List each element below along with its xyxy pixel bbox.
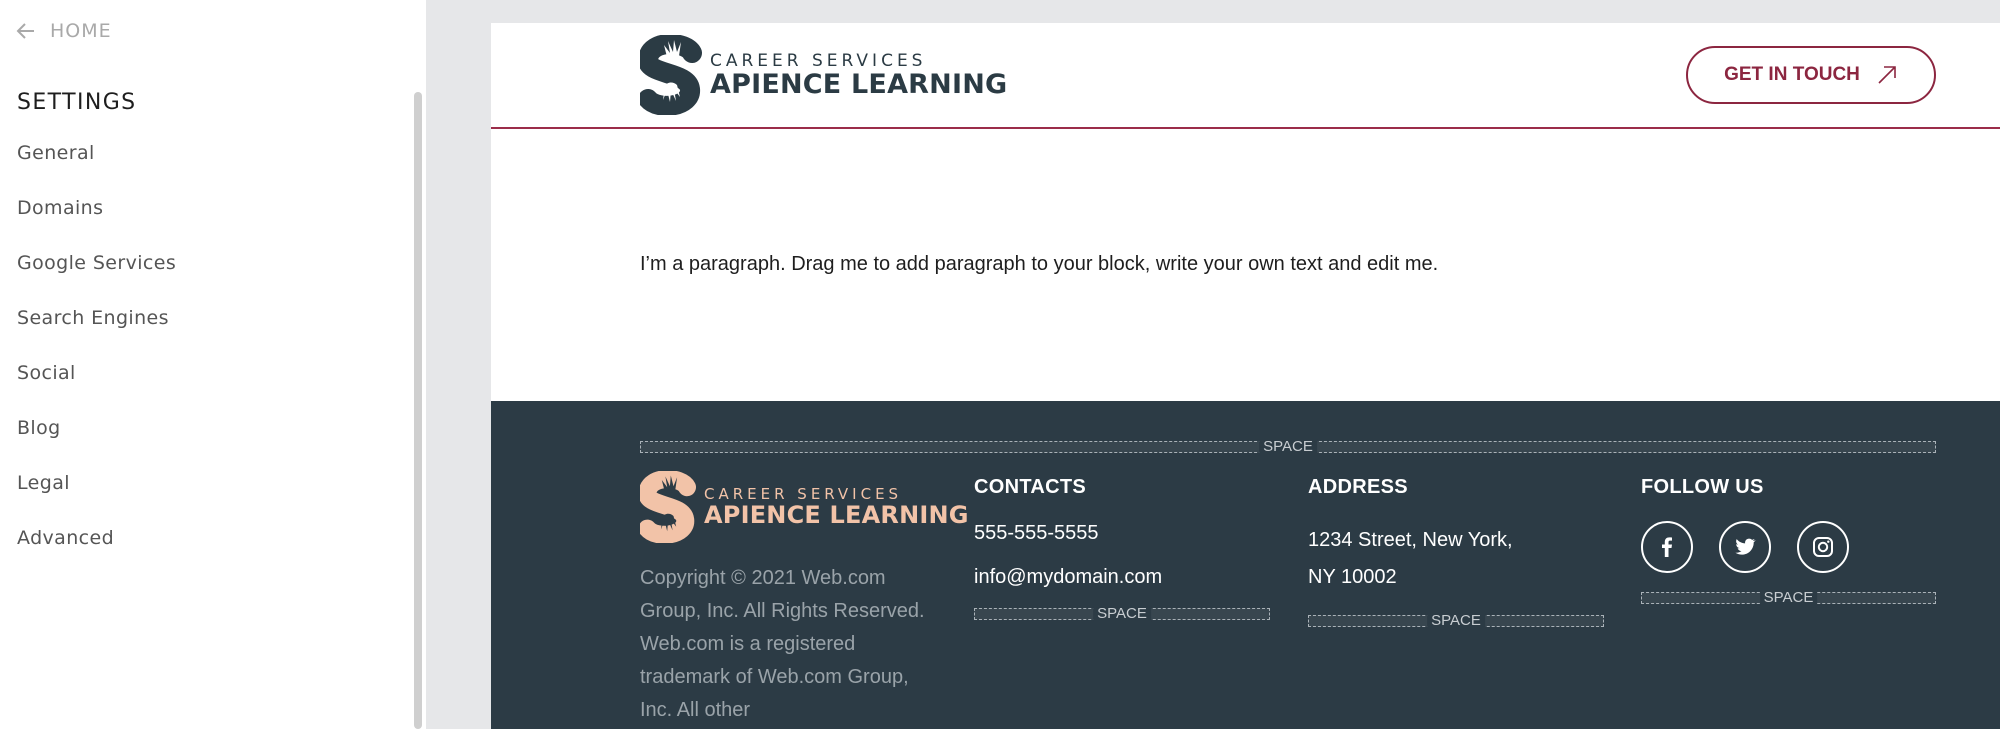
space-block[interactable] [974,605,1270,622]
space-label: SPACE [1427,613,1485,629]
address-line-1[interactable]: 1234 Street, New York, [1308,529,1513,551]
logo-tagline: CAREER SERVICES [704,485,903,503]
facebook-button[interactable] [1641,521,1693,573]
settings-nav [17,142,176,582]
space-label: SPACE [1760,590,1818,606]
sidebar-scrollbar[interactable] [414,92,422,729]
nav-item-general[interactable]: General [17,142,95,164]
logo-tagline: CAREER SERVICES [710,50,927,71]
get-in-touch-label: GET IN TOUCH [1724,64,1860,85]
nav-item-domains[interactable]: Domains [17,197,104,219]
nav-item-blog[interactable]: Blog [17,417,61,439]
follow-us-heading[interactable]: FOLLOW US [1641,476,1764,498]
space-label: SPACE [1259,439,1317,455]
site-header [491,23,2000,129]
contact-email[interactable]: info@mydomain.com [974,566,1163,588]
settings-sidebar [0,0,426,729]
nav-item-search-engines[interactable]: Search Engines [17,307,169,329]
home-label: HOME [50,20,112,42]
space-label: SPACE [1093,606,1151,622]
twitter-icon [1732,534,1758,560]
s-hands-logo-icon [640,35,704,115]
nav-item-advanced[interactable]: Advanced [17,527,115,549]
space-block[interactable] [640,438,1936,455]
footer-logo[interactable] [640,471,969,543]
page-preview [491,23,2000,729]
body-paragraph[interactable]: I’m a paragraph. Drag me to add paragraph to your block, write your own text and edit me. [640,253,1439,275]
twitter-button[interactable] [1719,521,1771,573]
settings-title: SETTINGS [17,90,137,115]
logo-name: APIENCE LEARNING [704,501,969,529]
instagram-button[interactable] [1797,521,1849,573]
get-in-touch-button[interactable] [1686,46,1936,104]
space-block[interactable] [1308,612,1604,629]
nav-item-legal[interactable]: Legal [17,472,70,494]
copyright-text[interactable]: Copyright © 2021 Web.com Group, Inc. All Rights Reserved. Web.com is a registered trademark of Web.com Group, Inc. All other [640,567,925,721]
address-heading[interactable]: ADDRESS [1308,476,1408,498]
nav-item-google-services[interactable]: Google Services [17,252,177,274]
contact-phone[interactable]: 555-555-5555 [974,522,1099,544]
logo-name: APIENCE LEARNING [710,68,1008,100]
header-logo[interactable] [640,35,1007,115]
instagram-icon [1810,534,1836,560]
s-hands-logo-icon [640,471,698,543]
social-links [1641,521,1849,573]
arrow-left-icon [16,21,36,41]
site-footer [491,401,2000,729]
nav-item-social[interactable]: Social [17,362,76,384]
home-link[interactable] [16,20,112,42]
arrow-up-right-icon [1876,64,1898,86]
space-block[interactable] [1641,589,1936,606]
facebook-icon [1654,534,1680,560]
contacts-heading[interactable]: CONTACTS [974,476,1087,498]
address-line-2[interactable]: NY 10002 [1308,566,1397,588]
